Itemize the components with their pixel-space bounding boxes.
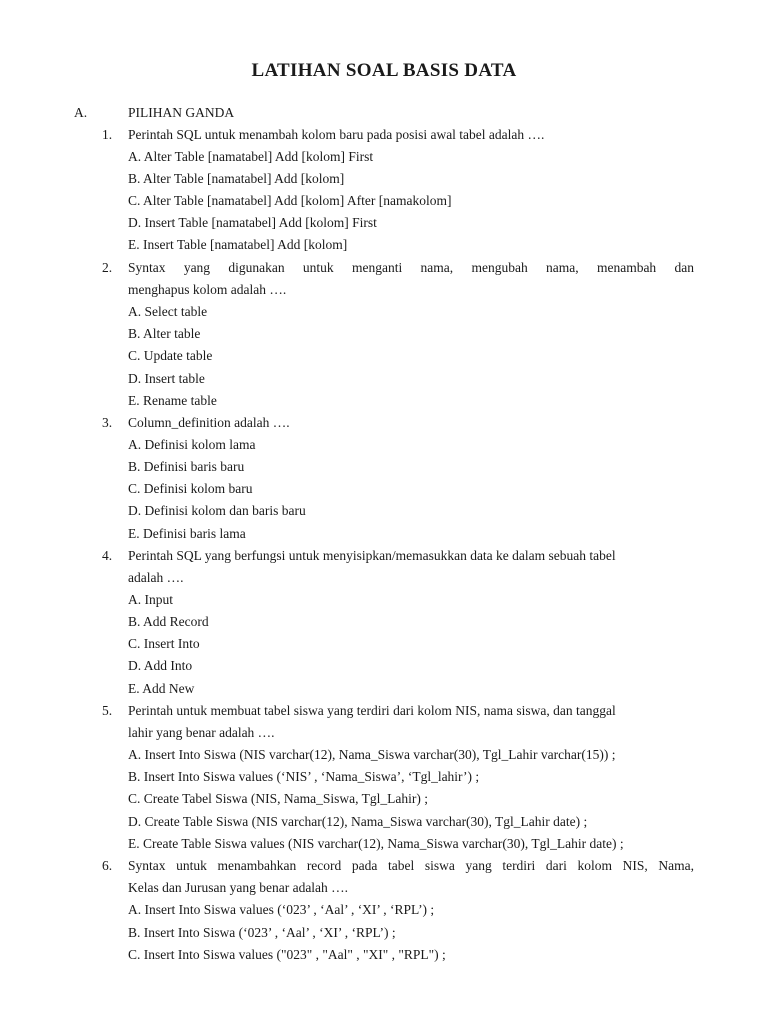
answer-option: B. Definisi baris baru	[128, 459, 245, 474]
answer-option: C. Insert Into	[128, 636, 200, 651]
answer-option: C. Insert Into Siswa values ("023" , "Aal" , "XI" , "RPL") ;	[128, 947, 446, 962]
section-letter: A.	[74, 105, 88, 120]
answer-option: B. Alter table	[128, 326, 201, 341]
answer-option: B. Alter Table [namatabel] Add [kolom]	[128, 171, 345, 186]
answer-option: C. Create Tabel Siswa (NIS, Nama_Siswa, Tgl_Lahir) ;	[128, 791, 428, 806]
answer-option: C. Update table	[128, 348, 213, 363]
question-number: 5.	[102, 703, 113, 718]
answer-option: E. Add New	[128, 681, 195, 696]
answer-option: B. Insert Into Siswa (‘023’ , ‘Aal’ , ‘XI’ , ‘RPL’) ;	[128, 925, 396, 940]
answer-option: A. Input	[128, 592, 173, 607]
question-text: menghapus kolom adalah ….	[128, 282, 287, 297]
question-text: Kelas dan Jurusan yang benar adalah ….	[128, 880, 349, 895]
question-text: Perintah SQL untuk menambah kolom baru pada posisi awal tabel adalah ….	[128, 127, 545, 142]
answer-option: D. Definisi kolom dan baris baru	[128, 503, 306, 518]
question-text: lahir yang benar adalah ….	[128, 725, 275, 740]
question-number: 4.	[102, 548, 113, 563]
answer-option: A. Insert Into Siswa (NIS varchar(12), Nama_Siswa varchar(30), Tgl_Lahir varchar(15)) ;	[128, 747, 616, 762]
question-number: 2.	[102, 260, 113, 275]
question-text: Perintah untuk membuat tabel siswa yang terdiri dari kolom NIS, nama siswa, dan tanggal	[128, 703, 616, 718]
question-text: adalah ….	[128, 570, 184, 585]
question-text: Syntax untuk menambahkan record pada tabel siswa yang terdiri dari kolom NIS, Nama,	[128, 858, 694, 873]
question-number: 3.	[102, 415, 113, 430]
answer-option: C. Definisi kolom baru	[128, 481, 253, 496]
answer-option: D. Insert table	[128, 371, 205, 386]
answer-option: D. Insert Table [namatabel] Add [kolom] First	[128, 215, 377, 230]
answer-option: E. Rename table	[128, 393, 217, 408]
answer-option: E. Definisi baris lama	[128, 526, 246, 541]
answer-option: E. Insert Table [namatabel] Add [kolom]	[128, 237, 348, 252]
answer-option: A. Definisi kolom lama	[128, 437, 256, 452]
question-text: Column_definition adalah ….	[128, 415, 290, 430]
question-number: 6.	[102, 858, 113, 873]
question-text: Syntax yang digunakan untuk menganti nama, mengubah nama, menambah dan	[128, 260, 694, 275]
answer-option: B. Insert Into Siswa values (‘NIS’ , ‘Nama_Siswa’, ‘Tgl_lahir’) ;	[128, 769, 480, 784]
answer-option: D. Create Table Siswa (NIS varchar(12), Nama_Siswa varchar(30), Tgl_Lahir date) ;	[128, 814, 588, 829]
answer-option: A. Insert Into Siswa values (‘023’ , ‘Aal’ , ‘XI’ , ‘RPL’) ;	[128, 902, 435, 917]
answer-option: A. Select table	[128, 304, 208, 319]
document-title: LATIHAN SOAL BASIS DATA	[251, 60, 517, 81]
question-text: Perintah SQL yang berfungsi untuk menyisipkan/memasukkan data ke dalam sebuah tabel	[128, 548, 616, 563]
question-number: 1.	[102, 127, 113, 142]
section-title: PILIHAN GANDA	[128, 105, 235, 120]
answer-option: C. Alter Table [namatabel] Add [kolom] After [namakolom]	[128, 193, 452, 208]
answer-option: D. Add Into	[128, 658, 193, 673]
answer-option: E. Create Table Siswa values (NIS varchar(12), Nama_Siswa varchar(30), Tgl_Lahir date) ;	[128, 836, 624, 851]
answer-option: B. Add Record	[128, 614, 209, 629]
answer-option: A. Alter Table [namatabel] Add [kolom] First	[128, 149, 374, 164]
